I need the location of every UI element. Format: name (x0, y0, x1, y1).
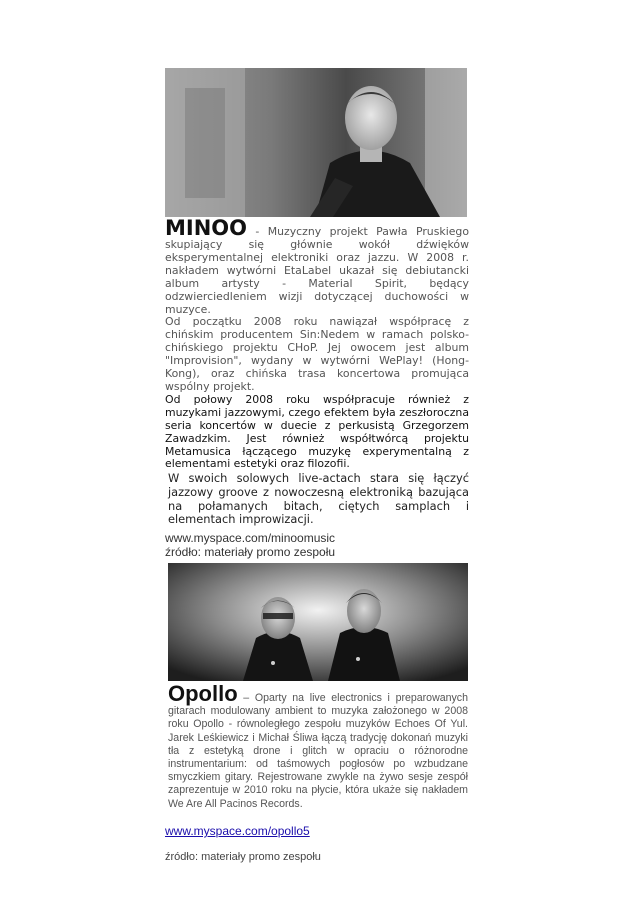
minoo-paragraph-3: Od połowy 2008 roku współpracuje również z muzykami jazzowymi, czego efektem była zeszłoroczna seria koncertów w duecie z perkusistą Grzegorzem Zawadzkim. Jest również współtwórcą projektu Metamusica łączącego muzykę experymentalną z elementami estetyki oraz filozofii. (165, 392, 469, 471)
opollo-body: – Oparty na live electronics i preparowanych gitarach modulowany ambient to muzyka założonego w 2008 roku Opollo - równoległego zespołu muzyków Echoes Of Yul. Jarek Leśkiewicz i Michał Śliwa łączą tradycję dokonań muzyki tła z estetyką drone i glitch w opraciu o różnorodne instrumentarium: od taśmowych pogłosów po wzbudzane smyczkiem gitary. Rejestrowane zwykle na żywo sesje zespół zaprezentuje w 2010 roku na płycie, która ukaże się nakładem We Are All Pacinos Records. (168, 692, 468, 810)
opollo-band-photo (168, 563, 468, 681)
minoo-intro: - Muzyczny projekt Pawła Pruskiego skupiający się głównie wokół dźwięków eksperymentalnej elektroniki oraz jazzu. W 2008 r. nakładem wytwórni EtaLabel ukazał się debiutancki album artysty - Material Spirit, będący odzwierciedleniem wizji dotyczącej duchowości w muzyce. (165, 225, 469, 316)
minoo-paragraph-4: W swoich solowych live-actach stara się łączyć jazzowy groove z nowoczesną elektroniką bazująca na połamanych bitach, ciętych samplach i elementach improwizacji. (168, 471, 469, 527)
minoo-source-note: źródło: materiały promo zespołu (165, 545, 336, 559)
minoo-article (165, 217, 469, 527)
opollo-title: Opollo (168, 681, 238, 706)
opollo-article (168, 683, 468, 811)
minoo-myspace-link[interactable]: www.myspace.com/minoomusic (165, 531, 336, 545)
opollo-myspace-link[interactable]: www.myspace.com/opollo5 (165, 824, 310, 838)
minoo-paragraph-2: Od początku 2008 roku nawiązał współpracę z chińskim producentem Sin:Nedem w ramach polsko-chińskiego projektu CHoP. Jej owocem jest album "Improvision", wydany w wytwórni WePlay! (Hong-Kong), oraz chińska trasa koncertowa promująca wspólny projekt. (165, 315, 469, 393)
minoo-title: MINOO (165, 216, 247, 240)
opollo-source-note: źródło: materiały promo zespołu (165, 851, 321, 863)
minoo-artist-photo (165, 68, 467, 217)
